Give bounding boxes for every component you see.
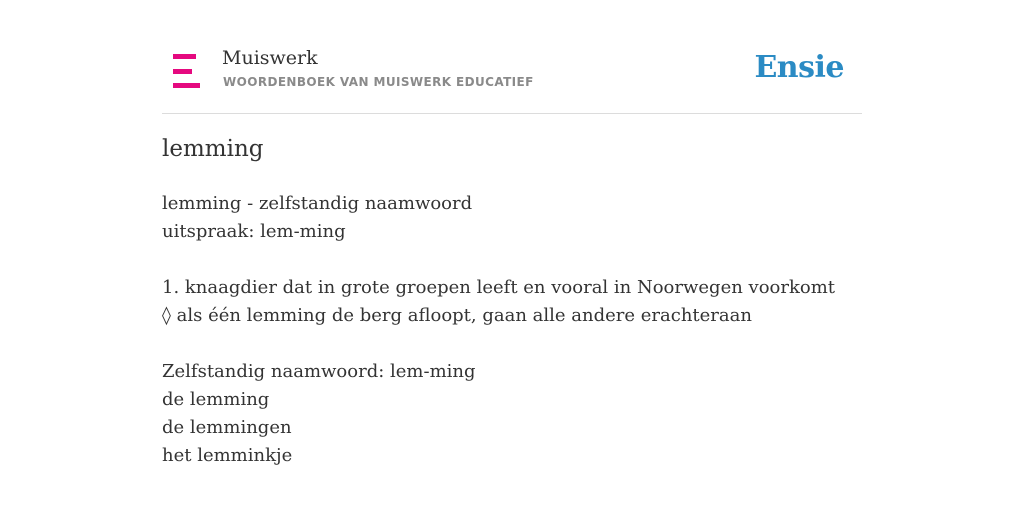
brand-subtitle: WOORDENBOEK VAN MUISWERK EDUCATIEF bbox=[223, 75, 534, 89]
entry-line-plural: de lemmingen bbox=[162, 417, 292, 438]
entry-line-pronunciation: uitspraak: lem-ming bbox=[162, 221, 346, 242]
entry-line-word-class: lemming - zelfstandig naamwoord bbox=[162, 193, 473, 214]
entry-line-singular: de lemming bbox=[162, 389, 270, 410]
entry-line-inflection-heading: Zelfstandig naamwoord: lem-ming bbox=[162, 361, 476, 382]
muiswerk-logo-icon[interactable] bbox=[173, 54, 200, 88]
entry-definition bbox=[162, 190, 862, 470]
entry-line-blank bbox=[162, 330, 862, 358]
entry-title: lemming bbox=[162, 136, 264, 162]
entry-line-blank bbox=[162, 246, 862, 274]
logo-bar-top bbox=[173, 54, 196, 59]
entry-line-example: ◊ als één lemming de berg afloopt, gaan alle andere erachteraan bbox=[162, 305, 752, 326]
site-header bbox=[162, 40, 862, 114]
entry-line-definition: 1. knaagdier dat in grote groepen leeft en vooral in Noorwegen voorkomt bbox=[162, 277, 836, 298]
entry-line-diminutive: het lemminkje bbox=[162, 445, 293, 466]
logo-bar-middle bbox=[173, 69, 192, 74]
brand-name[interactable]: Muiswerk bbox=[222, 47, 318, 69]
logo-bar-bottom bbox=[173, 83, 200, 88]
ensie-logo[interactable]: Ensie bbox=[754, 50, 844, 85]
